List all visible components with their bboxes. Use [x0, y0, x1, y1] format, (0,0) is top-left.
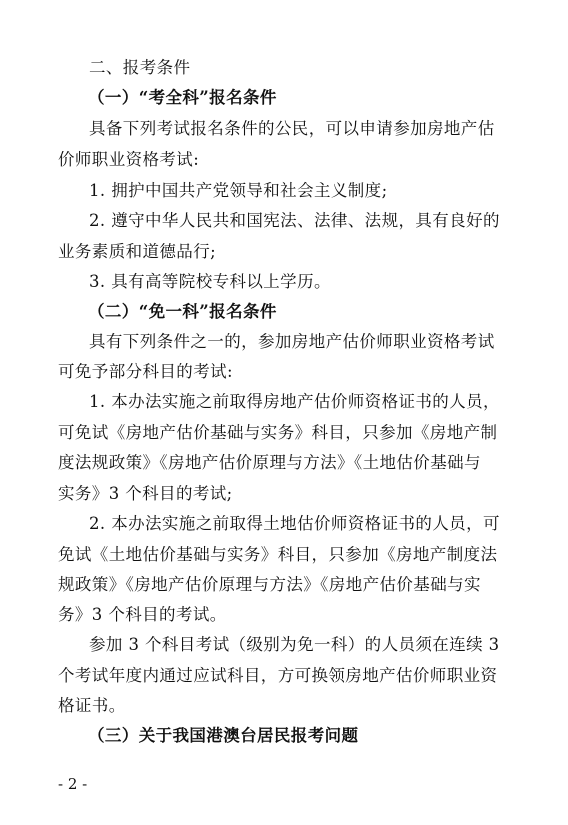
list-item-continuation: 免试《土地估价基础与实务》科目，只参加《房地产制度法: [58, 545, 498, 564]
subsection-heading-1: （一）“考全科”报名条件: [88, 88, 277, 107]
paragraph-line: 价师职业资格考试:: [58, 150, 200, 169]
list-item: 2. 遵守中华人民共和国宪法、法律、法规，具有良好的: [89, 211, 500, 230]
subsection-heading-2: （二）“免一科”报名条件: [88, 302, 277, 321]
paragraph-line: 具有下列条件之一的，参加房地产估价师职业资格考试: [89, 332, 495, 351]
list-item-continuation: 业务素质和道德品行;: [58, 242, 217, 261]
section-heading: 二、报考条件: [89, 58, 191, 77]
paragraph-line: 格证书。: [58, 696, 126, 715]
list-item: 2. 本办法实施之前取得土地估价师资格证书的人员，可: [89, 514, 500, 533]
paragraph-line: 具备下列考试报名条件的公民，可以申请参加房地产估: [89, 119, 495, 138]
list-item-continuation: 规政策》《房地产估价原理与方法》《房地产估价基础与实: [58, 575, 481, 594]
page-number: - 2 -: [58, 775, 88, 793]
list-item: 1. 本办法实施之前取得房地产估价师资格证书的人员，: [89, 392, 500, 411]
paragraph-line: 可免予部分科目的考试:: [58, 362, 233, 381]
subsection-heading-3: （三）关于我国港澳台居民报考问题: [88, 726, 359, 745]
list-item: 3. 具有高等院校专科以上学历。: [89, 272, 331, 291]
paragraph-line: 参加 3 个科目考试（级别为免一科）的人员须在连续 3: [89, 635, 500, 654]
list-item-continuation: 实务》3 个科目的考试;: [58, 484, 233, 503]
list-item-continuation: 务》3 个科目的考试。: [58, 605, 227, 624]
list-item: 1. 拥护中国共产党领导和社会主义制度;: [89, 181, 388, 200]
list-item-continuation: 度法规政策》《房地产估价原理与方法》《土地估价基础与: [58, 453, 481, 472]
list-item-continuation: 可免试《房地产估价基础与实务》科目，只参加《房地产制: [58, 423, 498, 442]
paragraph-line: 个考试年度内通过应试科目，方可换领房地产估价师职业资: [58, 666, 498, 685]
